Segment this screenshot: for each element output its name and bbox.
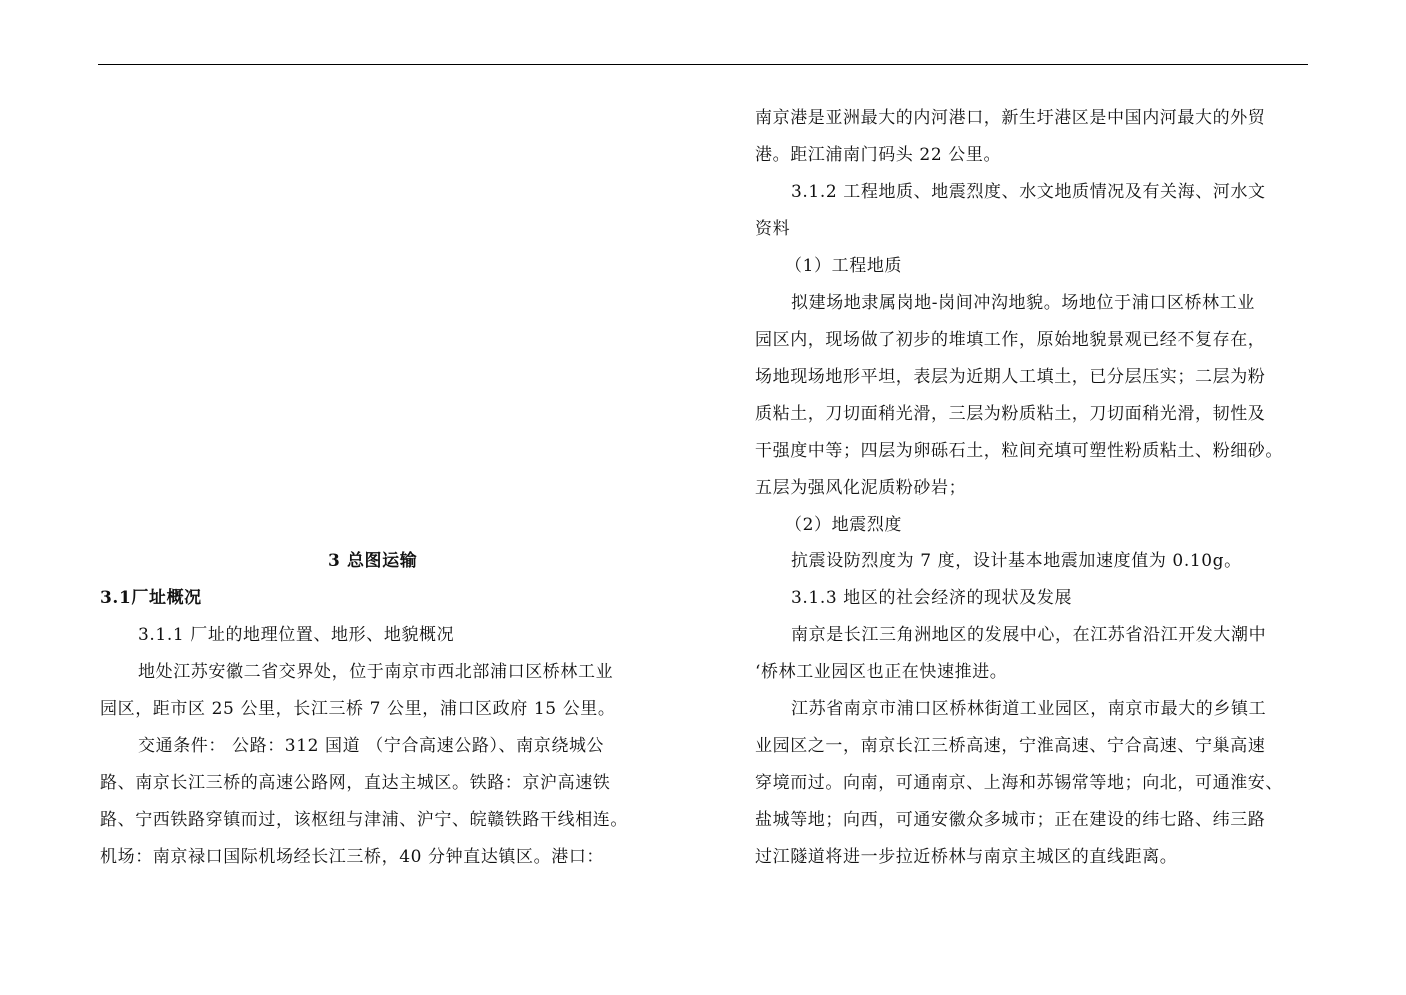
geology-line-5: 干强度中等；四层为卵砾石土，粒间充填可塑性粉质粘土、粉细砂。 — [755, 441, 1283, 461]
geology-line-1: 拟建场地隶属岗地-岗间冲沟地貌。场地位于浦口区桥林工业 — [791, 293, 1255, 313]
seismic-line: 抗震设防烈度为 7 度，设计基本地震加速度值为 0.10g。 — [791, 551, 1242, 571]
economy-line-1: 南京是长江三角洲地区的发展中心，在江苏省沿江开发大潮中 — [791, 625, 1267, 645]
traffic-line-3: 路、宁西铁路穿镇而过，该枢纽与津浦、沪宁、皖赣铁路干线相连。 — [100, 810, 628, 830]
port-line-2: 港。距江浦南门码头 22 公里。 — [755, 145, 1002, 165]
park-line-2: 业园区之一，南京长江三桥高速，宁淮高速、宁合高速、宁巢高速 — [755, 736, 1266, 756]
subsection-heading-3-1-2-cont: 资料 — [755, 219, 791, 239]
item-1-title: （1）工程地质 — [785, 256, 903, 276]
location-line-2: 园区，距市区 25 公里，长江三桥 7 公里，浦口区政府 15 公里。 — [100, 699, 616, 719]
geology-line-3: 场地现场地形平坦，表层为近期人工填土，已分层压实；二层为粉 — [755, 367, 1266, 387]
park-line-5: 过江隧道将进一步拉近桥林与南京主城区的直线距离。 — [755, 847, 1178, 867]
subsection-heading-3-1-2: 3.1.2 工程地质、地震烈度、水文地质情况及有关海、河水文 — [791, 182, 1266, 202]
traffic-line-1: 交通条件： 公路：312 国道 （宁合高速公路）、南京绕城公 — [138, 736, 605, 756]
subsection-heading-3-1-3: 3.1.3 地区的社会经济的现状及发展 — [791, 588, 1073, 608]
location-line-1: 地处江苏安徽二省交界处，位于南京市西北部浦口区桥林工业 — [138, 662, 614, 682]
geology-line-2: 园区内，现场做了初步的堆填工作，原始地貌景观已经不复存在， — [755, 330, 1266, 350]
park-line-4: 盐城等地；向西，可通安徽众多城市；正在建设的纬七路、纬三路 — [755, 810, 1266, 830]
traffic-line-2: 路、南京长江三桥的高速公路网，直达主城区。铁路：京沪高速铁 — [100, 773, 611, 793]
section-title: 3.1厂址概况 — [100, 588, 202, 608]
subsection-heading-3-1-1: 3.1.1 厂址的地理位置、地形、地貌概况 — [138, 625, 455, 645]
park-line-1: 江苏省南京市浦口区桥林街道工业园区，南京市最大的乡镇工 — [791, 699, 1267, 719]
item-2-title: （2）地震烈度 — [785, 515, 903, 535]
chapter-title: 3 总图运输 — [328, 551, 418, 571]
traffic-line-4: 机场：南京禄口国际机场经长江三桥，40 分钟直达镇区。港口： — [100, 847, 605, 867]
header-rule — [98, 64, 1308, 65]
geology-line-6: 五层为强风化泥质粉砂岩； — [755, 478, 967, 498]
geology-line-4: 质粘土，刀切面稍光滑，三层为粉质粘土，刀切面稍光滑，韧性及 — [755, 404, 1266, 424]
port-line-1: 南京港是亚洲最大的内河港口，新生圩港区是中国内河最大的外贸 — [755, 108, 1266, 128]
economy-line-2: ‘桥林工业园区也正在快速推进。 — [755, 662, 1008, 682]
park-line-3: 穿境而过。向南，可通南京、上海和苏锡常等地；向北，可通淮安、 — [755, 773, 1283, 793]
